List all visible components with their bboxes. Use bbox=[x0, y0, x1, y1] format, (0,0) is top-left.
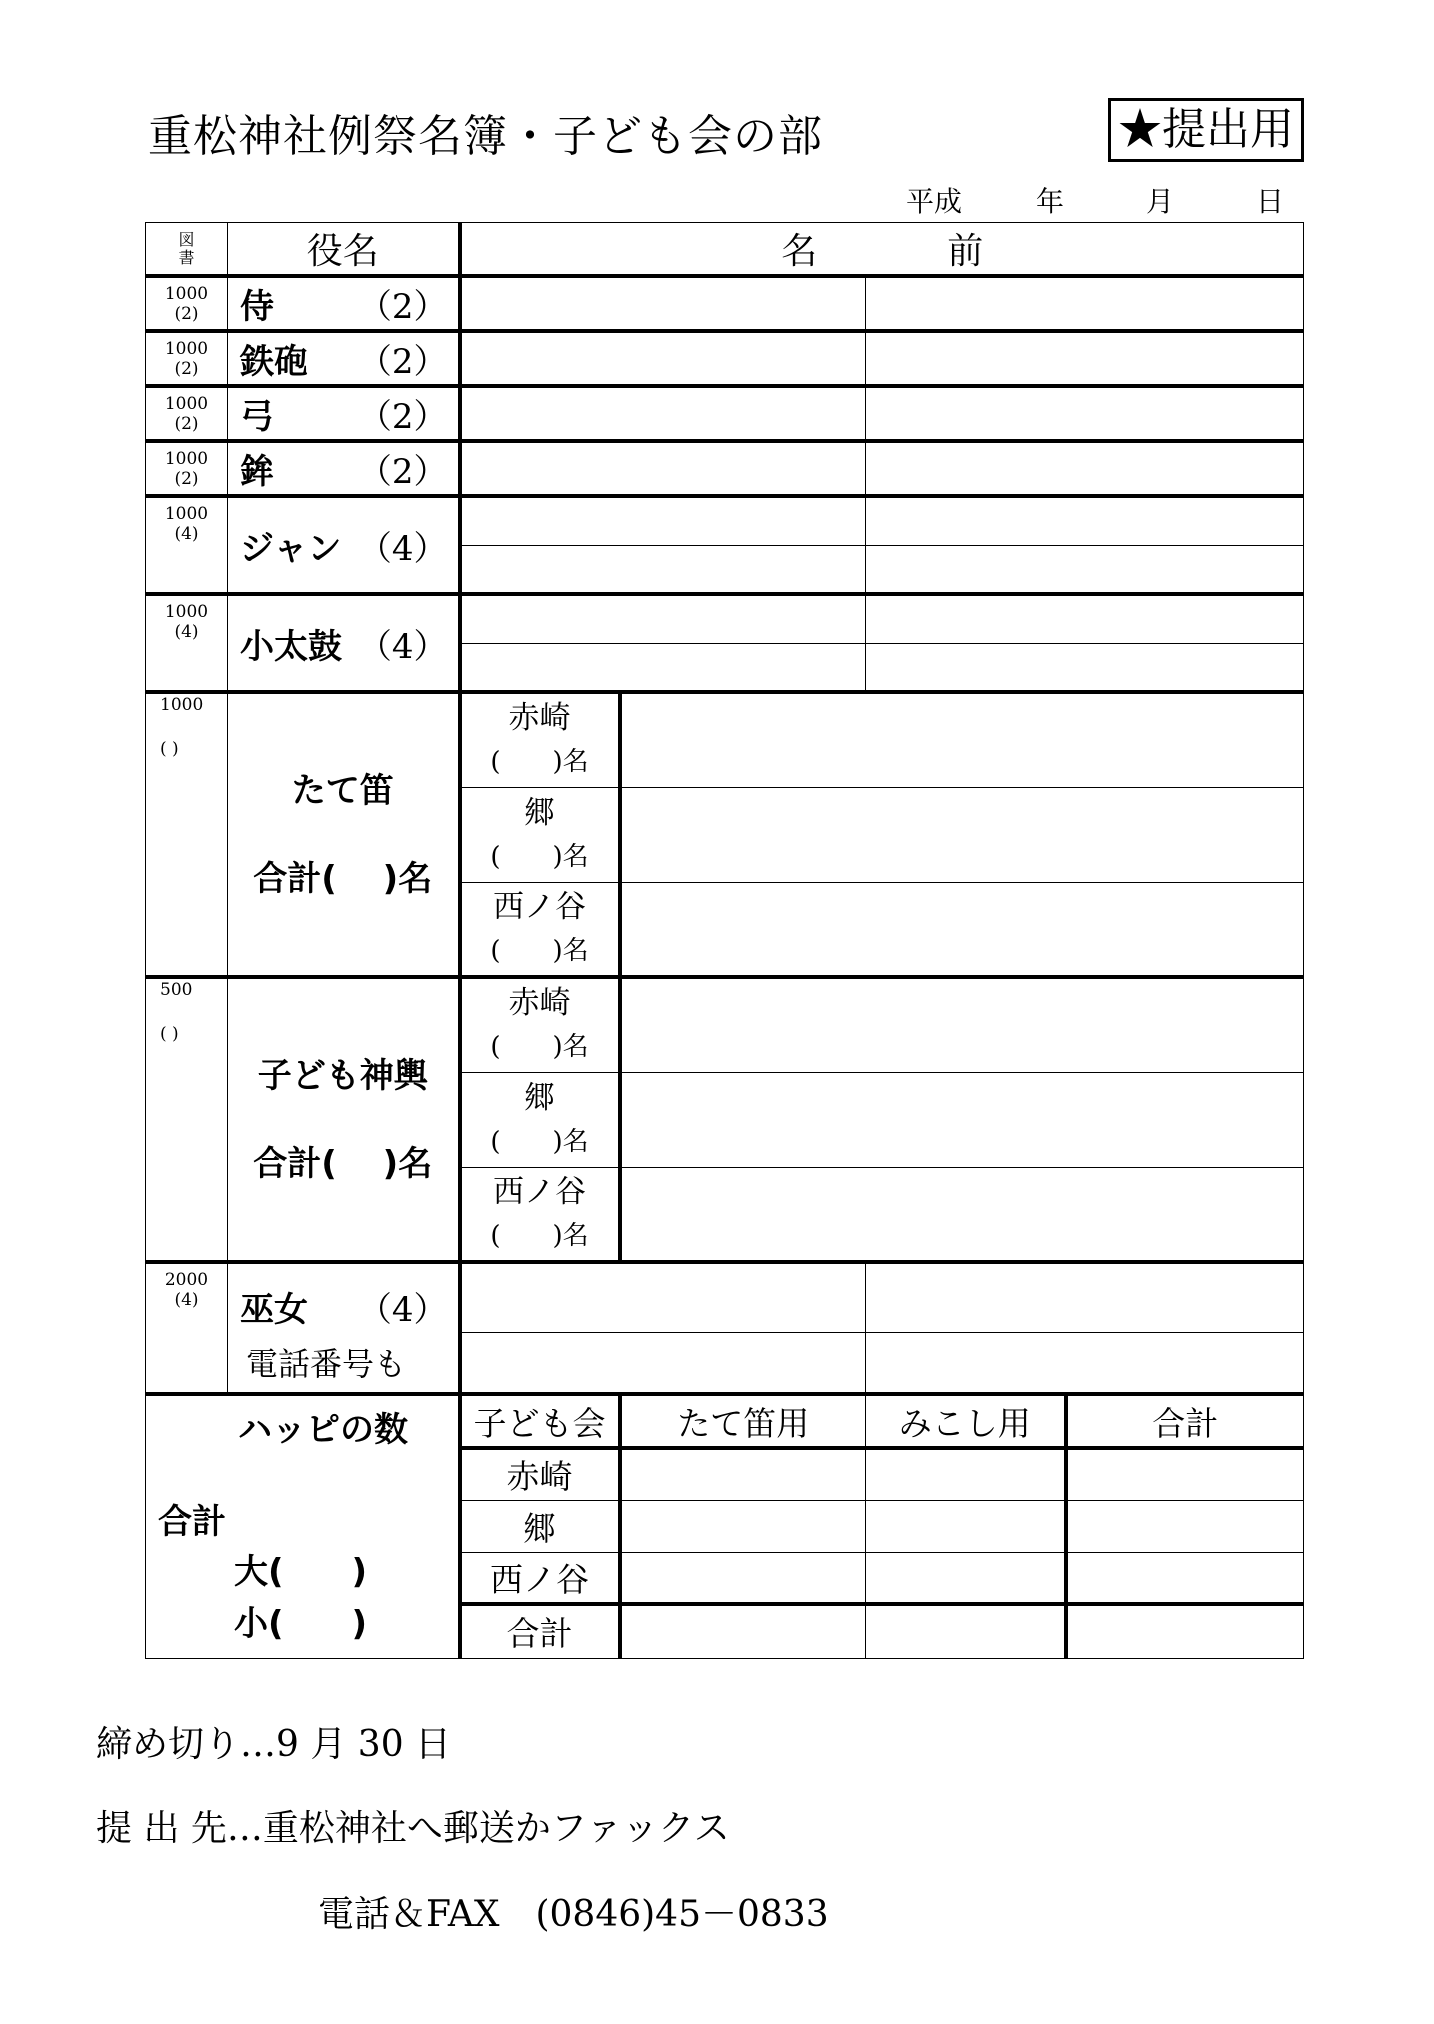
role-name: 鉄砲 （2） bbox=[228, 331, 460, 386]
date-day: 日 bbox=[1256, 185, 1285, 218]
role-row bbox=[146, 276, 1304, 331]
mikoshi-code: 500 ( ) bbox=[146, 977, 228, 1262]
role-name: 侍 （2） bbox=[228, 276, 460, 331]
date-era: 平成 bbox=[906, 185, 963, 218]
happi-cell[interactable] bbox=[866, 1500, 1066, 1552]
header-code bbox=[146, 223, 228, 277]
happi-col-header: みこし用 bbox=[866, 1394, 1066, 1448]
header-name-2: 前 bbox=[947, 231, 984, 272]
header-name bbox=[460, 223, 1304, 277]
happi-row-label: 西ノ谷 bbox=[460, 1552, 620, 1604]
happi-cell[interactable] bbox=[620, 1552, 866, 1604]
happi-total: 合計 bbox=[158, 1502, 226, 1542]
happi-label bbox=[146, 1394, 460, 1658]
mikoshi-label: 子ども神輿 合計( )名 bbox=[228, 977, 460, 1262]
role-code: 1000 (4) bbox=[146, 496, 228, 594]
area-cell: 郷 ( )名 bbox=[460, 787, 620, 882]
name-cell[interactable] bbox=[866, 1332, 1304, 1394]
role-row bbox=[146, 496, 1304, 545]
date-month: 月 bbox=[1146, 185, 1175, 218]
mikoshi-row bbox=[146, 977, 1304, 1072]
happi-cell[interactable] bbox=[1066, 1552, 1304, 1604]
role-row bbox=[146, 441, 1304, 496]
happi-cell[interactable] bbox=[620, 1500, 866, 1552]
happi-row-label: 赤崎 bbox=[460, 1448, 620, 1500]
happi-col-header: たて笛用 bbox=[620, 1394, 866, 1448]
role-code: 1000 (2) bbox=[146, 441, 228, 496]
contact-text: 電話＆FAX (0846)45－0833 bbox=[318, 1894, 829, 1935]
name-cell[interactable] bbox=[866, 331, 1304, 386]
name-cell[interactable] bbox=[866, 594, 1304, 643]
roster-table bbox=[145, 222, 1304, 1659]
page-title: 重松神社例祭名簿・子ども会の部 bbox=[148, 111, 823, 162]
happi-cell[interactable] bbox=[866, 1448, 1066, 1500]
name-cell[interactable] bbox=[460, 276, 866, 331]
area-cell: 西ノ谷 ( )名 bbox=[460, 1167, 620, 1262]
happi-col-header: 子ども会 bbox=[460, 1394, 620, 1448]
happi-cell[interactable] bbox=[866, 1604, 1066, 1658]
role-name: 弓 （2） bbox=[228, 386, 460, 441]
role-code: 1000 (2) bbox=[146, 276, 228, 331]
happi-small: 小( ) bbox=[234, 1604, 368, 1644]
name-cell[interactable] bbox=[460, 386, 866, 441]
area-cell: 赤崎 ( )名 bbox=[460, 692, 620, 787]
name-cell[interactable] bbox=[866, 441, 1304, 496]
name-cell[interactable] bbox=[620, 1167, 1304, 1262]
name-cell[interactable] bbox=[460, 643, 866, 692]
header-code-label: 図書 bbox=[178, 229, 195, 267]
role-code: 1000 (2) bbox=[146, 386, 228, 441]
name-cell[interactable] bbox=[460, 331, 866, 386]
tatebue-row bbox=[146, 692, 1304, 787]
name-cell[interactable] bbox=[620, 977, 1304, 1072]
date-year: 年 bbox=[1036, 185, 1065, 218]
happi-large: 大( ) bbox=[234, 1552, 368, 1592]
happi-cell[interactable] bbox=[620, 1448, 866, 1500]
happi-row-label: 郷 bbox=[460, 1500, 620, 1552]
tatebue-label: たて笛 合計( )名 bbox=[228, 692, 460, 977]
name-cell[interactable] bbox=[866, 643, 1304, 692]
tatebue-code: 1000 ( ) bbox=[146, 692, 228, 977]
happi-col-header: 合計 bbox=[1066, 1394, 1304, 1448]
name-cell[interactable] bbox=[460, 441, 866, 496]
miko-label: 巫女 （4） 電話番号も bbox=[228, 1262, 460, 1394]
role-code: 1000 (4) bbox=[146, 594, 228, 692]
name-cell[interactable] bbox=[866, 545, 1304, 594]
name-cell[interactable] bbox=[460, 496, 866, 545]
miko-row bbox=[146, 1262, 1304, 1332]
name-cell[interactable] bbox=[866, 1262, 1304, 1332]
header-role: 役名 bbox=[228, 223, 460, 277]
happi-cell[interactable] bbox=[1066, 1500, 1304, 1552]
miko-code: 2000 (4) bbox=[146, 1262, 228, 1394]
area-cell: 赤崎 ( )名 bbox=[460, 977, 620, 1072]
happi-header-row bbox=[146, 1394, 1304, 1448]
role-code: 1000 (2) bbox=[146, 331, 228, 386]
submission-stamp: ★提出用 bbox=[1108, 98, 1304, 162]
role-row bbox=[146, 594, 1304, 643]
table-header bbox=[146, 223, 1304, 277]
name-cell[interactable] bbox=[620, 692, 1304, 787]
name-cell[interactable] bbox=[620, 787, 1304, 882]
happi-row-label: 合計 bbox=[460, 1604, 620, 1658]
area-cell: 郷 ( )名 bbox=[460, 1072, 620, 1167]
name-cell[interactable] bbox=[620, 1072, 1304, 1167]
submit-to-text: 提 出 先…重松神社へ郵送かファックス bbox=[96, 1808, 730, 1849]
name-cell[interactable] bbox=[460, 594, 866, 643]
name-cell[interactable] bbox=[866, 496, 1304, 545]
role-row bbox=[146, 331, 1304, 386]
date-line bbox=[906, 180, 1284, 220]
happi-cell[interactable] bbox=[1066, 1604, 1304, 1658]
role-name: ジャン （4） bbox=[228, 496, 460, 594]
happi-cell[interactable] bbox=[1066, 1448, 1304, 1500]
name-cell[interactable] bbox=[460, 545, 866, 594]
name-cell[interactable] bbox=[460, 1332, 866, 1394]
miko-note: 電話番号も bbox=[246, 1345, 407, 1383]
role-name: 鉾 （2） bbox=[228, 441, 460, 496]
happi-cell[interactable] bbox=[620, 1604, 866, 1658]
deadline-text: 締め切り…9 月 30 日 bbox=[96, 1724, 452, 1765]
name-cell[interactable] bbox=[866, 276, 1304, 331]
header-name-1: 名 bbox=[781, 231, 818, 272]
happi-title: ハッピの数 bbox=[238, 1410, 408, 1450]
role-name: 小太鼓 （4） bbox=[228, 594, 460, 692]
happi-cell[interactable] bbox=[866, 1552, 1066, 1604]
name-cell[interactable] bbox=[866, 386, 1304, 441]
role-row bbox=[146, 386, 1304, 441]
name-cell[interactable] bbox=[460, 1262, 866, 1332]
area-cell: 西ノ谷 ( )名 bbox=[460, 882, 620, 977]
name-cell[interactable] bbox=[620, 882, 1304, 977]
